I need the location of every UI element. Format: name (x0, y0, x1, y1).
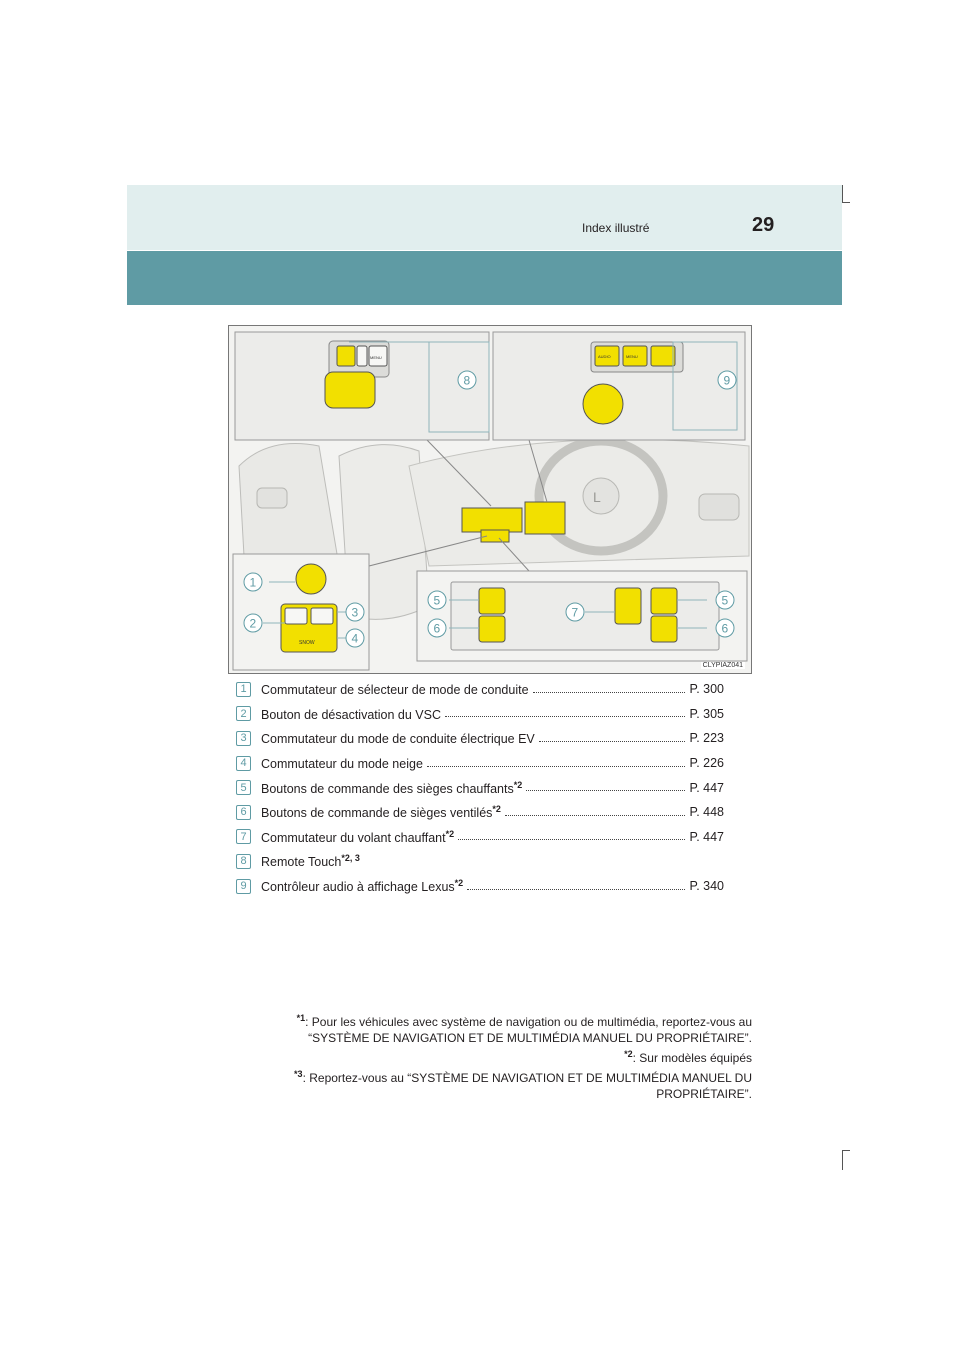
item-label: Bouton de désactivation du VSC (261, 707, 441, 722)
footnotes (236, 1010, 752, 1102)
page-reference[interactable]: P. 447 (689, 829, 724, 844)
dot-leader (445, 716, 685, 717)
dot-leader (533, 692, 686, 693)
figure-code: CLYPIAZ041 (702, 662, 743, 669)
dot-leader (467, 889, 685, 890)
legend-item (236, 726, 724, 751)
item-number-badge: 3 (236, 731, 251, 746)
callout-5-left (428, 591, 446, 609)
callout-5-right (716, 591, 734, 609)
footnote-3: $^{*3}$: Reportez-vous au “SYSTÈME DE NAVIGATION ET DE MULTIMÉDIA MANUEL DU (294, 1069, 752, 1085)
chapter-bar (127, 251, 842, 305)
svg-text:4: 4 (351, 631, 359, 646)
callout-7 (566, 603, 584, 621)
svg-text:5: 5 (721, 593, 729, 608)
footnote-3-cont: PROPRIÉTAIRE”. (656, 1087, 752, 1101)
legend-item (236, 775, 724, 800)
section-title: Index illustré (582, 221, 650, 235)
svg-text:2: 2 (249, 616, 257, 631)
illustration-svg (229, 326, 751, 673)
callout-8 (458, 371, 476, 389)
item-label: Boutons de commande de sièges ventilés$^{*2}$ (261, 804, 501, 821)
item-label: Commutateur du volant chauffant$^{*2}$ (261, 828, 455, 845)
item-label: Boutons de commande des sièges chauffants$^{*2}$ (261, 779, 523, 796)
item-number-badge: 9 (236, 879, 251, 894)
page-reference[interactable]: P. 305 (689, 706, 724, 721)
legend-item (236, 702, 724, 727)
callout-4 (346, 629, 364, 647)
crop-mark-top (842, 185, 843, 203)
page-number: 29 (752, 214, 775, 236)
item-number-badge: 8 (236, 854, 251, 869)
legend-item (236, 751, 724, 776)
menu2-button-label: MENU (626, 354, 638, 359)
svg-text:5: 5 (433, 593, 441, 608)
legend-item (236, 677, 724, 702)
legend-item (236, 849, 724, 874)
legend-item (236, 825, 724, 850)
footnote-2: $^{*2}$: Sur modèles équipés (624, 1049, 752, 1065)
item-number-badge: 4 (236, 756, 251, 771)
audio-button-label: AUDIO (598, 354, 611, 359)
callout-9 (718, 371, 736, 389)
page-reference[interactable]: P. 300 (689, 682, 724, 697)
item-label: Commutateur de sélecteur de mode de conduite (261, 683, 529, 698)
page-reference[interactable]: P. 226 (689, 756, 724, 771)
callout-6-right (716, 619, 734, 637)
menu-button-label: MENU (370, 355, 382, 360)
legend-item (236, 800, 724, 825)
item-label: Commutateur du mode de conduite électrique EV (261, 732, 535, 747)
page-reference[interactable]: P. 447 (689, 780, 724, 795)
item-number-badge: 2 (236, 706, 251, 721)
svg-text:3: 3 (351, 605, 359, 620)
svg-text:6: 6 (433, 621, 441, 636)
snow-button-label: SNOW (299, 640, 315, 646)
footnote-1: $^{*1}$: Pour les véhicules avec système de navigation ou de multimédia, reportez-vous au (296, 1013, 752, 1029)
crop-mark-top-tick (842, 202, 850, 203)
page-reference[interactable]: P. 340 (689, 879, 724, 894)
svg-text:8: 8 (463, 373, 471, 388)
item-number-badge: 7 (236, 829, 251, 844)
callout-2 (244, 614, 262, 632)
crop-mark-bottom-tick (842, 1150, 850, 1151)
dot-leader (526, 790, 685, 791)
svg-text:9: 9 (723, 373, 731, 388)
dot-leader (458, 839, 685, 840)
callout-6-left (428, 619, 446, 637)
svg-text:1: 1 (249, 575, 257, 590)
legend-list (236, 677, 724, 898)
dot-leader (427, 766, 686, 767)
item-number-badge: 1 (236, 682, 251, 697)
item-number-badge: 6 (236, 805, 251, 820)
dot-leader (505, 815, 686, 816)
item-label: Commutateur du mode neige (261, 757, 423, 772)
dot-leader (539, 741, 686, 742)
legend-item (236, 874, 724, 899)
svg-text:6: 6 (721, 621, 729, 636)
item-number-badge: 5 (236, 780, 251, 795)
page-reference[interactable]: P. 448 (689, 805, 724, 820)
page-reference[interactable]: P. 223 (689, 731, 724, 746)
callout-3 (346, 603, 364, 621)
header-band (127, 185, 842, 250)
svg-text:7: 7 (571, 605, 579, 620)
svg-text:L: L (593, 489, 601, 505)
item-label: Contrôleur audio à affichage Lexus$^{*2}$ (261, 877, 464, 895)
callout-1 (244, 573, 262, 591)
footnote-1-cont: “SYSTÈME DE NAVIGATION ET DE MULTIMÉDIA MANUEL DU PROPRIÉTAIRE”. (308, 1031, 752, 1045)
interior-illustration (228, 325, 752, 674)
crop-mark-bottom (842, 1150, 843, 1170)
item-label: Remote Touch$^{*2, 3}$ (261, 853, 360, 870)
